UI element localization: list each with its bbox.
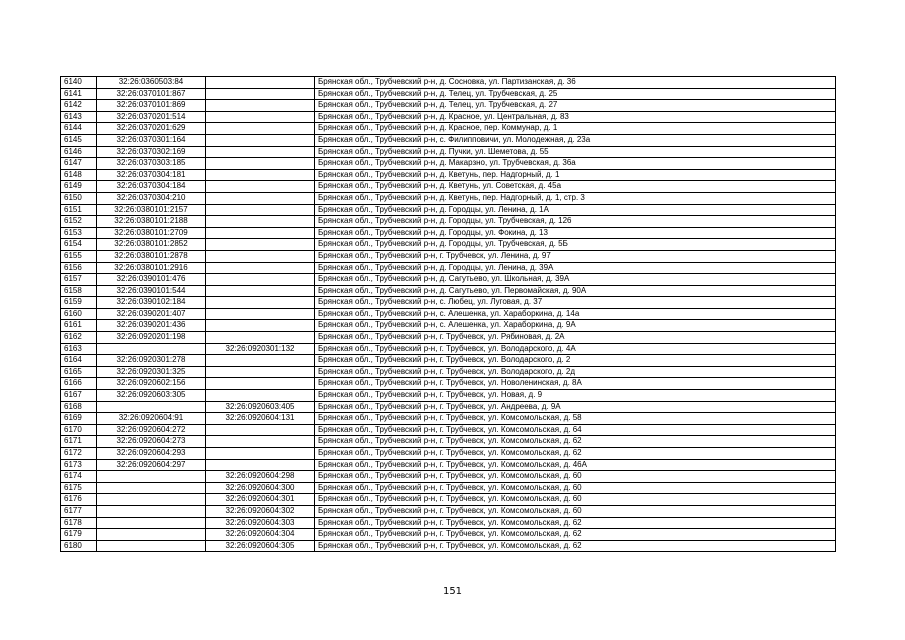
table-row xyxy=(61,111,836,123)
cadastral-number-cell xyxy=(97,471,206,483)
related-cadastral-number-cell xyxy=(206,123,315,135)
row-number-cell: 6162 xyxy=(61,332,97,344)
table-row xyxy=(61,134,836,146)
address-cell: Брянская обл., Трубчевский р-н, г. Трубчевск, ул. Ленина, д. 97 xyxy=(315,250,836,262)
cadastral-number-cell: 32:26:0920201:198 xyxy=(97,332,206,344)
related-cadastral-number-cell: 32:26:0920604:131 xyxy=(206,413,315,425)
cadastral-number-cell: 32:26:0920603:305 xyxy=(97,390,206,402)
cadastral-number-cell: 32:26:0370304:210 xyxy=(97,192,206,204)
cadastral-number-cell: 32:26:0920301:278 xyxy=(97,355,206,367)
table-row xyxy=(61,297,836,309)
address-cell: Брянская обл., Трубчевский р-н, д. Кветунь, ул. Советская, д. 45а xyxy=(315,181,836,193)
cadastral-number-cell: 32:26:0370304:181 xyxy=(97,169,206,181)
related-cadastral-number-cell xyxy=(206,332,315,344)
row-number-cell: 6163 xyxy=(61,343,97,355)
cadastral-number-cell xyxy=(97,482,206,494)
row-number-cell: 6161 xyxy=(61,320,97,332)
address-cell: Брянская обл., Трубчевский р-н, г. Трубчевск, ул. Рябиновая, д. 2А xyxy=(315,332,836,344)
related-cadastral-number-cell: 32:26:0920604:301 xyxy=(206,494,315,506)
row-number-cell: 6174 xyxy=(61,471,97,483)
cadastral-number-cell xyxy=(97,343,206,355)
cadastral-number-cell: 32:26:0920301:325 xyxy=(97,366,206,378)
row-number-cell: 6176 xyxy=(61,494,97,506)
table-row xyxy=(61,169,836,181)
address-cell: Брянская обл., Трубчевский р-н, д. Телец, ул. Трубчевская, д. 25 xyxy=(315,88,836,100)
row-number-cell: 6153 xyxy=(61,227,97,239)
row-number-cell: 6172 xyxy=(61,448,97,460)
related-cadastral-number-cell xyxy=(206,459,315,471)
cadastral-number-cell xyxy=(97,540,206,552)
row-number-cell: 6152 xyxy=(61,216,97,228)
address-cell: Брянская обл., Трубчевский р-н, с. Алешенка, ул. Хараборкина, д. 14а xyxy=(315,308,836,320)
table-row xyxy=(61,216,836,228)
table-row xyxy=(61,204,836,216)
related-cadastral-number-cell xyxy=(206,448,315,460)
row-number-cell: 6179 xyxy=(61,529,97,541)
address-cell: Брянская обл., Трубчевский р-н, д. Кветунь, пер. Надгорный, д. 1 xyxy=(315,169,836,181)
related-cadastral-number-cell: 32:26:0920603:405 xyxy=(206,401,315,413)
cadastral-number-cell: 32:26:0380101:2709 xyxy=(97,227,206,239)
row-number-cell: 6167 xyxy=(61,390,97,402)
cadastral-number-cell: 32:26:0390201:436 xyxy=(97,320,206,332)
address-cell: Брянская обл., Трубчевский р-н, г. Трубчевск, ул. Комсомольская, д. 62 xyxy=(315,517,836,529)
related-cadastral-number-cell xyxy=(206,390,315,402)
address-cell: Брянская обл., Трубчевский р-н, г. Трубчевск, ул. Новая, д. 9 xyxy=(315,390,836,402)
cadastral-number-cell xyxy=(97,494,206,506)
row-number-cell: 6169 xyxy=(61,413,97,425)
cadastral-number-cell: 32:26:0380101:2916 xyxy=(97,262,206,274)
address-cell: Брянская обл., Трубчевский р-н, с. Любец, ул. Луговая, д. 37 xyxy=(315,297,836,309)
table-row xyxy=(61,366,836,378)
address-cell: Брянская обл., Трубчевский р-н, г. Трубчевск, ул. Комсомольская, д. 60 xyxy=(315,494,836,506)
cadastral-number-cell: 32:26:0390101:544 xyxy=(97,285,206,297)
row-number-cell: 6143 xyxy=(61,111,97,123)
property-registry-table xyxy=(60,76,836,552)
cadastral-number-cell: 32:26:0380101:2157 xyxy=(97,204,206,216)
related-cadastral-number-cell: 32:26:0920301:132 xyxy=(206,343,315,355)
table-row xyxy=(61,181,836,193)
table-row xyxy=(61,227,836,239)
cadastral-number-cell xyxy=(97,505,206,517)
table-row xyxy=(61,413,836,425)
address-cell: Брянская обл., Трубчевский р-н, г. Трубчевск, ул. Комсомольская, д. 60 xyxy=(315,505,836,517)
related-cadastral-number-cell xyxy=(206,146,315,158)
table-row xyxy=(61,529,836,541)
address-cell: Брянская обл., Трубчевский р-н, г. Трубчевск, ул. Комсомольская, д. 60 xyxy=(315,482,836,494)
table-row xyxy=(61,158,836,170)
related-cadastral-number-cell xyxy=(206,134,315,146)
row-number-cell: 6141 xyxy=(61,88,97,100)
row-number-cell: 6156 xyxy=(61,262,97,274)
cadastral-number-cell: 32:26:0380101:2878 xyxy=(97,250,206,262)
related-cadastral-number-cell: 32:26:0920604:300 xyxy=(206,482,315,494)
row-number-cell: 6175 xyxy=(61,482,97,494)
table-row xyxy=(61,262,836,274)
row-number-cell: 6150 xyxy=(61,192,97,204)
row-number-cell: 6145 xyxy=(61,134,97,146)
cadastral-number-cell: 32:26:0920604:272 xyxy=(97,424,206,436)
table-row xyxy=(61,540,836,552)
row-number-cell: 6155 xyxy=(61,250,97,262)
address-cell: Брянская обл., Трубчевский р-н, д. Городцы, ул. Трубчевская, д. 126 xyxy=(315,216,836,228)
address-cell: Брянская обл., Трубчевский р-н, г. Трубчевск, ул. Комсомольская, д. 58 xyxy=(315,413,836,425)
address-cell: Брянская обл., Трубчевский р-н, д. Городцы, ул. Ленина, д. 39А xyxy=(315,262,836,274)
cadastral-number-cell: 32:26:0920604:293 xyxy=(97,448,206,460)
address-cell: Брянская обл., Трубчевский р-н, г. Трубчевск, ул. Андреева, д. 9А xyxy=(315,401,836,413)
row-number-cell: 6147 xyxy=(61,158,97,170)
cadastral-number-cell: 32:26:0370304:184 xyxy=(97,181,206,193)
table-row xyxy=(61,436,836,448)
address-cell: Брянская обл., Трубчевский р-н, г. Трубчевск, ул. Комсомольская, д. 62 xyxy=(315,436,836,448)
table-row xyxy=(61,146,836,158)
related-cadastral-number-cell xyxy=(206,181,315,193)
related-cadastral-number-cell xyxy=(206,436,315,448)
related-cadastral-number-cell xyxy=(206,100,315,112)
row-number-cell: 6144 xyxy=(61,123,97,135)
related-cadastral-number-cell xyxy=(206,77,315,89)
related-cadastral-number-cell xyxy=(206,366,315,378)
address-cell: Брянская обл., Трубчевский р-н, д. Кветунь, пер. Надгорный, д. 1, стр. 3 xyxy=(315,192,836,204)
table-row xyxy=(61,239,836,251)
table-row xyxy=(61,332,836,344)
cadastral-number-cell: 32:26:0920604:297 xyxy=(97,459,206,471)
address-cell: Брянская обл., Трубчевский р-н, с. Алешенка, ул. Хараборкина, д. 9А xyxy=(315,320,836,332)
table-row xyxy=(61,471,836,483)
address-cell: Брянская обл., Трубчевский р-н, с. Филипповичи, ул. Молодежная, д. 23а xyxy=(315,134,836,146)
table-row xyxy=(61,459,836,471)
related-cadastral-number-cell: 32:26:0920604:302 xyxy=(206,505,315,517)
cadastral-number-cell: 32:26:0390101:476 xyxy=(97,274,206,286)
related-cadastral-number-cell: 32:26:0920604:298 xyxy=(206,471,315,483)
table-row xyxy=(61,424,836,436)
address-cell: Брянская обл., Трубчевский р-н, д. Телец, ул. Трубчевская, д. 27 xyxy=(315,100,836,112)
page-number: 151 xyxy=(442,586,463,597)
table-row xyxy=(61,355,836,367)
row-number-cell: 6151 xyxy=(61,204,97,216)
row-number-cell: 6165 xyxy=(61,366,97,378)
address-cell: Брянская обл., Трубчевский р-н, г. Трубчевск, ул. Комсомольская, д. 64 xyxy=(315,424,836,436)
row-number-cell: 6166 xyxy=(61,378,97,390)
row-number-cell: 6148 xyxy=(61,169,97,181)
table-row xyxy=(61,77,836,89)
address-cell: Брянская обл., Трубчевский р-н, г. Трубчевск, ул. Володарского, д. 4А xyxy=(315,343,836,355)
related-cadastral-number-cell xyxy=(206,262,315,274)
row-number-cell: 6142 xyxy=(61,100,97,112)
row-number-cell: 6140 xyxy=(61,77,97,89)
table-row xyxy=(61,274,836,286)
cadastral-number-cell xyxy=(97,529,206,541)
related-cadastral-number-cell: 32:26:0920604:304 xyxy=(206,529,315,541)
row-number-cell: 6168 xyxy=(61,401,97,413)
cadastral-number-cell: 32:26:0370201:629 xyxy=(97,123,206,135)
address-cell: Брянская обл., Трубчевский р-н, д. Красное, ул. Центральная, д. 83 xyxy=(315,111,836,123)
row-number-cell: 6171 xyxy=(61,436,97,448)
table-row xyxy=(61,250,836,262)
row-number-cell: 6177 xyxy=(61,505,97,517)
address-cell: Брянская обл., Трубчевский р-н, д. Сосновка, ул. Партизанская, д. 36 xyxy=(315,77,836,89)
cadastral-number-cell: 32:26:0920604:273 xyxy=(97,436,206,448)
cadastral-number-cell: 32:26:0920604:91 xyxy=(97,413,206,425)
address-cell: Брянская обл., Трубчевский р-н, д. Городцы, ул. Ленина, д. 1А xyxy=(315,204,836,216)
table-row xyxy=(61,505,836,517)
related-cadastral-number-cell xyxy=(206,274,315,286)
table-row xyxy=(61,494,836,506)
cadastral-number-cell: 32:26:0380101:2852 xyxy=(97,239,206,251)
cadastral-number-cell: 32:26:0370101:869 xyxy=(97,100,206,112)
table-row xyxy=(61,285,836,297)
cadastral-number-cell: 32:26:0370303:185 xyxy=(97,158,206,170)
table-row xyxy=(61,100,836,112)
cadastral-number-cell: 32:26:0390201:407 xyxy=(97,308,206,320)
cadastral-number-cell: 32:26:0920602:156 xyxy=(97,378,206,390)
related-cadastral-number-cell xyxy=(206,355,315,367)
table-row xyxy=(61,343,836,355)
related-cadastral-number-cell xyxy=(206,169,315,181)
row-number-cell: 6170 xyxy=(61,424,97,436)
address-cell: Брянская обл., Трубчевский р-н, г. Трубчевск, ул. Комсомольская, д. 60 xyxy=(315,471,836,483)
address-cell: Брянская обл., Трубчевский р-н, д. Городцы, ул. Трубчевская, д. 5Б xyxy=(315,239,836,251)
table-row xyxy=(61,401,836,413)
address-cell: Брянская обл., Трубчевский р-н, д. Пучки, ул. Шеметова, д. 55 xyxy=(315,146,836,158)
address-cell: Брянская обл., Трубчевский р-н, д. Сагутьево, ул. Школьная, д. 39А xyxy=(315,274,836,286)
cadastral-number-cell: 32:26:0370302:169 xyxy=(97,146,206,158)
cadastral-number-cell xyxy=(97,401,206,413)
related-cadastral-number-cell xyxy=(206,227,315,239)
related-cadastral-number-cell: 32:26:0920604:303 xyxy=(206,517,315,529)
address-cell: Брянская обл., Трубчевский р-н, г. Трубчевск, ул. Комсомольская, д. 62 xyxy=(315,529,836,541)
related-cadastral-number-cell xyxy=(206,204,315,216)
related-cadastral-number-cell xyxy=(206,297,315,309)
row-number-cell: 6159 xyxy=(61,297,97,309)
cadastral-number-cell: 32:26:0370201:514 xyxy=(97,111,206,123)
related-cadastral-number-cell: 32:26:0920604:305 xyxy=(206,540,315,552)
address-cell: Брянская обл., Трубчевский р-н, д. Сагутьево, ул. Первомайская, д. 90А xyxy=(315,285,836,297)
related-cadastral-number-cell xyxy=(206,308,315,320)
row-number-cell: 6154 xyxy=(61,239,97,251)
cadastral-number-cell: 32:26:0360503:84 xyxy=(97,77,206,89)
table-row xyxy=(61,482,836,494)
related-cadastral-number-cell xyxy=(206,216,315,228)
table-row xyxy=(61,448,836,460)
address-cell: Брянская обл., Трубчевский р-н, д. Красное, пер. Коммунар, д. 1 xyxy=(315,123,836,135)
related-cadastral-number-cell xyxy=(206,378,315,390)
related-cadastral-number-cell xyxy=(206,424,315,436)
table-row xyxy=(61,390,836,402)
row-number-cell: 6178 xyxy=(61,517,97,529)
address-cell: Брянская обл., Трубчевский р-н, д. Макарзно, ул. Трубчевская, д. 36а xyxy=(315,158,836,170)
row-number-cell: 6157 xyxy=(61,274,97,286)
table-row xyxy=(61,88,836,100)
row-number-cell: 6160 xyxy=(61,308,97,320)
address-cell: Брянская обл., Трубчевский р-н, г. Трубчевск, ул. Володарского, д. 2 xyxy=(315,355,836,367)
related-cadastral-number-cell xyxy=(206,158,315,170)
cadastral-number-cell: 32:26:0380101:2188 xyxy=(97,216,206,228)
related-cadastral-number-cell xyxy=(206,192,315,204)
address-cell: Брянская обл., Трубчевский р-н, д. Городцы, ул. Фокина, д. 13 xyxy=(315,227,836,239)
row-number-cell: 6146 xyxy=(61,146,97,158)
table-row xyxy=(61,123,836,135)
table-row xyxy=(61,378,836,390)
row-number-cell: 6164 xyxy=(61,355,97,367)
cadastral-number-cell: 32:26:0370301:164 xyxy=(97,134,206,146)
cadastral-number-cell: 32:26:0370101:867 xyxy=(97,88,206,100)
related-cadastral-number-cell xyxy=(206,88,315,100)
row-number-cell: 6173 xyxy=(61,459,97,471)
registry-table-body xyxy=(61,77,836,552)
address-cell: Брянская обл., Трубчевский р-н, г. Трубчевск, ул. Комсомольская, д. 62 xyxy=(315,448,836,460)
cadastral-number-cell: 32:26:0390102:184 xyxy=(97,297,206,309)
table-row xyxy=(61,192,836,204)
related-cadastral-number-cell xyxy=(206,239,315,251)
address-cell: Брянская обл., Трубчевский р-н, г. Трубчевск, ул. Комсомольская, д. 62 xyxy=(315,540,836,552)
address-cell: Брянская обл., Трубчевский р-н, г. Трубчевск, ул. Комсомольская, д. 46А xyxy=(315,459,836,471)
related-cadastral-number-cell xyxy=(206,320,315,332)
related-cadastral-number-cell xyxy=(206,111,315,123)
address-cell: Брянская обл., Трубчевский р-н, г. Трубчевск, ул. Володарского, д. 2д xyxy=(315,366,836,378)
table-row xyxy=(61,308,836,320)
related-cadastral-number-cell xyxy=(206,285,315,297)
address-cell: Брянская обл., Трубчевский р-н, г. Трубчевск, ул. Новоленинская, д. 8А xyxy=(315,378,836,390)
related-cadastral-number-cell xyxy=(206,250,315,262)
row-number-cell: 6180 xyxy=(61,540,97,552)
table-row xyxy=(61,320,836,332)
table-row xyxy=(61,517,836,529)
cadastral-number-cell xyxy=(97,517,206,529)
row-number-cell: 6158 xyxy=(61,285,97,297)
row-number-cell: 6149 xyxy=(61,181,97,193)
